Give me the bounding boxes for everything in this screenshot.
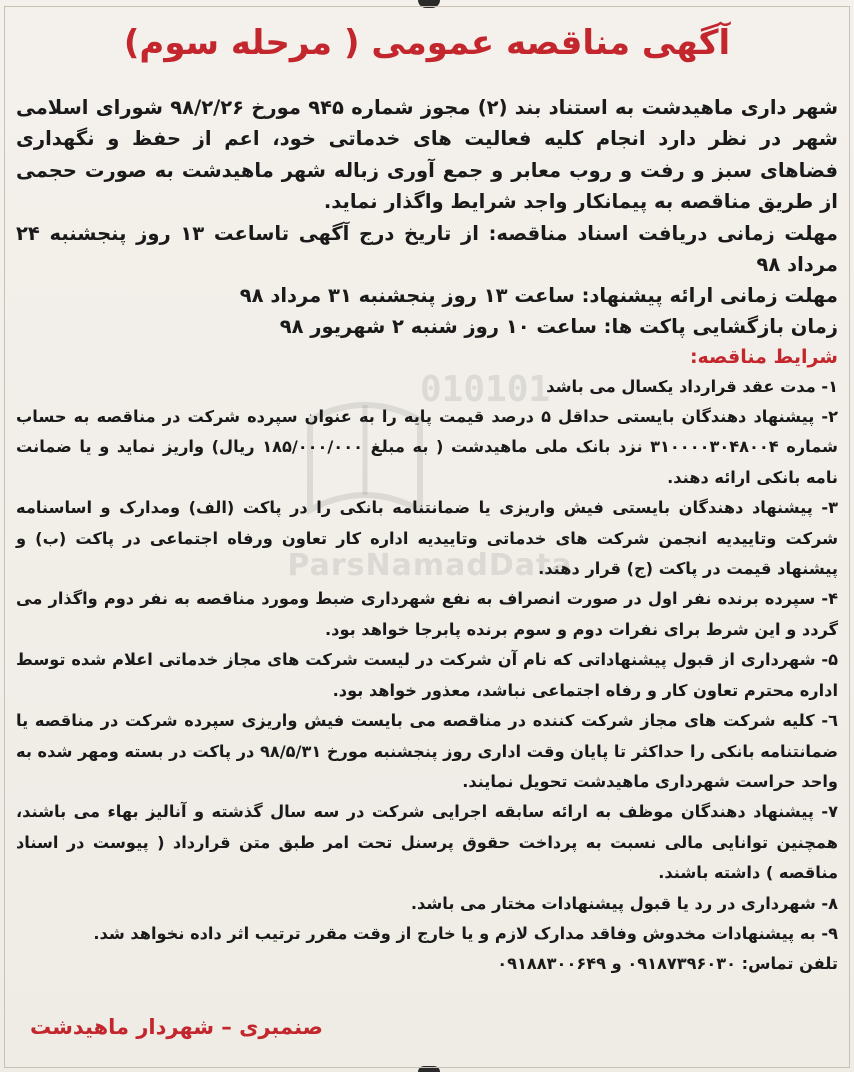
condition-item: ۷- پیشنهاد دهندگان موظف به ارائه سابقه اجرایی شرکت در سه سال گذشته و آنالیز بهاء می باشند، همچنین توانایی مالی نسبت به پرداخت حقوق پرسنل تحت امر طبق متن قرارداد ( پیوست در اسناد مناقصه ) داشته باشند. [16,802,838,883]
condition-item: ٦- کلیه شرکت های مجاز شرکت کننده در مناقصه می بایست فیش واریزی سپرده شرکت در مناقصه یا ضمانتنامه بانکی را حداکثر تا پایان وقت اداری روز پنجشنبه مورخ ۹۸/۵/۳۱ در پاکت در بسته ومهر شده به واحد حراست شهرداری ماهیدشت تحویل نمایند. [16,711,838,791]
condition-item: ۳- پیشنهاد دهندگان بایستی فیش واریزی یا ضمانتنامه بانکی را در پاکت (الف) ومدارک و اساسنامه شرکت وتاییدیه انجمن شرکت های خدماتی وتاییدیه اداره کار تعاون ورفاه اجتماعی در پاکت (ب) و پیشنهاد قیمت در پاکت (ج) قرار دهند. [16,498,838,579]
tender-advertisement [16,14,838,1064]
condition-item: ۸- شهرداری در رد یا قبول پیشنهادات مختار می باشد. [410,893,838,913]
contact-phone: تلفن تماس: ۰۹۱۸۷۳۹۶۰۳۰ و ۰۹۱۸۸۳۰۰۶۴۹ [497,954,838,974]
watermark-brand: ParsNamadData [287,548,573,583]
watermark-number: 010101 [420,369,551,410]
deadline-documents: مهلت زمانی دریافت اسناد مناقصه: از تاریخ درج آگهی تاساعت ۱۳ روز پنجشنبه ۲۴ مرداد ۹۸ [16,221,838,276]
deadline-submission: مهلت زمانی ارائه پیشنهاد: ساعت ۱۳ روز پنجشنبه ۳۱ مرداد ۹۸ [239,283,838,307]
ad-title: آگهی مناقصه عمومی ( مرحله سوم) [123,23,731,63]
intro-paragraph: شهر داری ماهیدشت به استناد بند (۲) مجوز شماره ۹۴۵ مورخ ۹۸/۲/۲۶ شورای اسلامی شهر در نظر دارد انجام کلیه فعالیت های خدماتی خود، اعم از حفظ و نگهداری فضاهای سبز و رفت و روب معابر و جمع آوری زباله شهر ماهیدشت به صورت حجمی از طریق مناقصه به پیمانکار واجد شرایط واگذار نماید. [16,96,839,214]
signature: صنمبری – شهردار ماهیدشت [30,1015,323,1039]
condition-item: ۵- شهرداری از قبول پیشنهاداتی که نام آن شرکت در لیست شرکت های مجاز خدماتی اعلام شده توسط اداره محترم تعاون کار و رفاه اجتماعی نباشد، معذور خواهد بود. [16,650,838,700]
deadline-opening: زمان بازگشایی پاکت ها: ساعت ۱۰ روز شنبه ۲ شهریور ۹۸ [279,314,838,338]
condition-item: ۱- مدت عقد قرارداد یکسال می باشد [546,376,838,396]
condition-item: ۹- به پیشنهادات مخدوش وفاقد مدارک لازم و یا خارج از وقت مقرر ترتیب اثر داده نخواهد شد. [93,923,838,943]
condition-item: ۴- سپرده برنده نفر اول در صورت انصراف به نفع شهرداری ضبط ومورد مناقصه به نفر دوم واگذار می گردد و این شرط برای نفرات دوم و سوم برنده پابرجا خواهد بود. [16,589,838,639]
condition-item: ۲- پیشنهاد دهندگان بایستی حداقل ۵ درصد قیمت پایه را به عنوان سپرده شرکت در مناقصه به حساب شماره ۳۱۰۰۰۰۳۰۴۸۰۰۴ نزد بانک ملی ماهیدشت ( به مبلغ ۱۸۵/۰۰۰/۰۰۰ ریال) واریز نماید و یا ضمانت نامه بانکی ارائه دهند. [16,407,838,487]
conditions-heading: شرایط مناقصه: [689,345,838,368]
